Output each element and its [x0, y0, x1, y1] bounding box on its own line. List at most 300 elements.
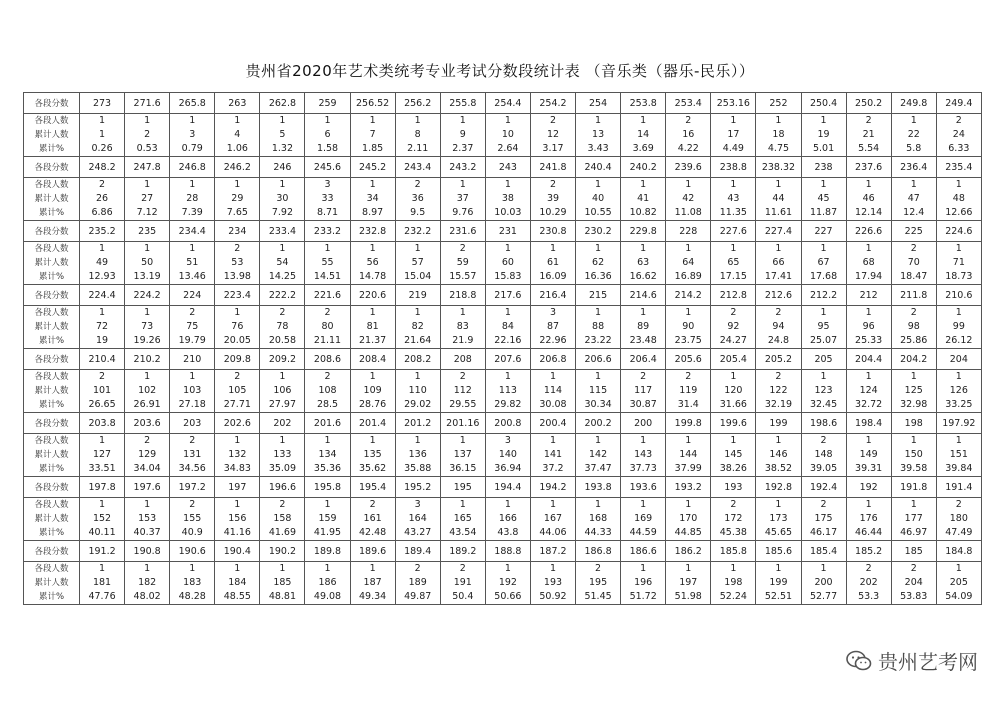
- percent-value: 25.33: [855, 335, 883, 346]
- percent-value: 37.2: [542, 463, 564, 474]
- cumulative-value: 5: [279, 129, 286, 140]
- score-cell: 206.6: [576, 349, 621, 370]
- score-cell: 209.8: [215, 349, 260, 370]
- cumulative-value: 181: [92, 577, 112, 588]
- count-value: 1: [865, 243, 872, 254]
- percent-value: 53.3: [858, 591, 880, 602]
- percent-value: 43.8: [497, 527, 519, 538]
- stat-cell: [936, 370, 981, 413]
- score-cell: 201.2: [395, 413, 440, 434]
- page-title: 贵州省2020年艺术类统考专业考试分数段统计表 （音乐类（器乐-民乐））: [245, 62, 755, 80]
- cumulative-value: 70: [907, 257, 920, 268]
- cumulative-value: 131: [183, 449, 202, 460]
- cumulative-value: 105: [228, 385, 247, 396]
- watermark: [846, 646, 978, 675]
- stat-cell: [170, 562, 215, 605]
- percent-value: 21.37: [359, 335, 387, 346]
- cumulative-value: 166: [498, 513, 517, 524]
- count-value: 3: [414, 499, 421, 510]
- score-cell: 246: [260, 157, 305, 178]
- count-value: 1: [595, 435, 602, 446]
- cumulative-value: 94: [772, 321, 785, 332]
- count-value: 1: [595, 179, 602, 190]
- stat-cell: [711, 114, 756, 157]
- percent-value: 35.09: [268, 463, 297, 474]
- count-value: 1: [640, 307, 647, 318]
- count-value: 1: [144, 115, 151, 126]
- cumulative-value: 43: [727, 193, 740, 204]
- cumulative-value: 161: [363, 513, 382, 524]
- stat-cell: [80, 178, 125, 221]
- count-value: 1: [775, 499, 782, 510]
- score-cell: 239.6: [666, 157, 711, 178]
- percent-value: 50.92: [539, 591, 567, 602]
- score-cell: 238.32: [756, 157, 801, 178]
- count-value: 1: [234, 179, 241, 190]
- data-row: [24, 178, 982, 221]
- stat-cell: [170, 498, 215, 541]
- label-cumulative: 累计人数: [34, 450, 69, 460]
- cumulative-value: 202: [859, 577, 878, 588]
- cumulative-value: 22: [907, 129, 920, 140]
- score-cell: 227: [801, 221, 846, 242]
- cumulative-value: 165: [453, 513, 472, 524]
- score-cell: 209.2: [260, 349, 305, 370]
- cumulative-value: 182: [138, 577, 157, 588]
- percent-value: 12.14: [855, 207, 883, 218]
- stat-cell: [801, 370, 846, 413]
- score-label: 各段分数: [24, 157, 80, 178]
- count-value: 2: [234, 371, 241, 382]
- data-labels: [24, 562, 80, 605]
- stat-cell: [936, 498, 981, 541]
- stat-cell: [440, 114, 485, 157]
- score-cell: 190.6: [170, 541, 215, 562]
- percent-value: 47.76: [88, 591, 116, 602]
- cumulative-value: 39: [546, 193, 560, 204]
- stat-cell: [80, 498, 125, 541]
- score-cell: 185.2: [846, 541, 891, 562]
- count-value: 1: [279, 435, 286, 446]
- count-value: 1: [955, 435, 962, 446]
- percent-value: 23.75: [674, 335, 702, 346]
- count-value: 2: [414, 179, 421, 190]
- stat-cell: [350, 306, 395, 349]
- cumulative-value: 18: [772, 129, 785, 140]
- count-value: 1: [504, 307, 511, 318]
- count-value: 1: [279, 563, 286, 574]
- cumulative-value: 122: [769, 385, 788, 396]
- count-value: 2: [820, 499, 827, 510]
- label-cumulative: 累计人数: [34, 322, 69, 332]
- percent-value: 33.25: [945, 399, 973, 410]
- stat-cell: [621, 370, 666, 413]
- stat-cell: [756, 306, 801, 349]
- cumulative-value: 71: [952, 257, 965, 268]
- watermark-text: 贵州艺考网: [878, 650, 978, 674]
- stat-cell: [80, 370, 125, 413]
- cumulative-value: 55: [321, 257, 334, 268]
- score-cell: 208.6: [305, 349, 350, 370]
- cumulative-value: 36: [411, 193, 424, 204]
- cumulative-value: 137: [453, 449, 472, 460]
- cumulative-value: 159: [318, 513, 337, 524]
- cumulative-value: 48: [952, 193, 965, 204]
- count-value: 2: [459, 371, 466, 382]
- cumulative-value: 134: [318, 449, 337, 460]
- score-cell: 185.6: [756, 541, 801, 562]
- cumulative-value: 21: [862, 129, 875, 140]
- cumulative-value: 144: [679, 449, 698, 460]
- stat-cell: [936, 434, 981, 477]
- stat-cell: [621, 562, 666, 605]
- count-value: 1: [685, 179, 692, 190]
- stat-cell: [125, 178, 170, 221]
- count-value: 1: [414, 435, 421, 446]
- percent-value: 37.99: [674, 463, 702, 474]
- cumulative-value: 57: [411, 257, 424, 268]
- count-value: 1: [640, 243, 647, 254]
- count-value: 1: [99, 563, 106, 574]
- count-value: 1: [865, 307, 872, 318]
- cumulative-value: 184: [228, 577, 247, 588]
- count-value: 1: [955, 307, 962, 318]
- stat-cell: [530, 242, 575, 285]
- stat-cell: [170, 178, 215, 221]
- score-row: [24, 221, 982, 242]
- percent-value: 3.43: [587, 143, 609, 154]
- count-value: 1: [144, 307, 151, 318]
- stat-cell: [395, 114, 440, 157]
- cumulative-value: 59: [456, 257, 469, 268]
- score-cell: 253.8: [621, 93, 666, 114]
- stat-cell: [530, 562, 575, 605]
- cumulative-value: 192: [498, 577, 517, 588]
- score-cell: 192: [846, 477, 891, 498]
- cumulative-value: 170: [679, 513, 698, 524]
- count-value: 1: [189, 243, 196, 254]
- percent-value: 17.15: [719, 271, 747, 282]
- stat-cell: [530, 370, 575, 413]
- stat-cell: [80, 562, 125, 605]
- cumulative-value: 140: [498, 449, 517, 460]
- score-row: [24, 413, 982, 434]
- percent-value: 9.76: [452, 207, 474, 218]
- count-value: 2: [595, 563, 602, 574]
- stat-cell: [576, 306, 621, 349]
- score-cell: 186.2: [666, 541, 711, 562]
- count-value: 1: [640, 563, 647, 574]
- cumulative-value: 63: [637, 257, 650, 268]
- stat-cell: [621, 434, 666, 477]
- score-cell: 229.8: [621, 221, 666, 242]
- data-row: [24, 242, 982, 285]
- cumulative-value: 158: [273, 513, 292, 524]
- count-value: 1: [504, 371, 511, 382]
- count-value: 2: [685, 371, 692, 382]
- stat-cell: [891, 498, 936, 541]
- cumulative-value: 193: [543, 577, 563, 588]
- percent-value: 25.86: [900, 335, 928, 346]
- score-cell: 210.6: [936, 285, 981, 306]
- percent-value: 30.08: [539, 399, 567, 410]
- cumulative-value: 81: [366, 321, 379, 332]
- score-cell: 197.6: [125, 477, 170, 498]
- percent-value: 40.11: [88, 527, 116, 538]
- percent-value: 51.72: [629, 591, 657, 602]
- stat-cell: [936, 306, 981, 349]
- count-value: 1: [279, 179, 286, 190]
- stat-cell: [936, 178, 981, 221]
- score-cell: 195: [440, 477, 485, 498]
- score-cell: 207.6: [485, 349, 530, 370]
- count-value: 2: [640, 371, 647, 382]
- count-value: 1: [459, 115, 466, 126]
- score-cell: 200.4: [530, 413, 575, 434]
- count-value: 1: [324, 499, 331, 510]
- count-value: 1: [279, 371, 286, 382]
- count-value: 1: [775, 115, 782, 126]
- score-row: [24, 93, 982, 114]
- percent-value: 21.11: [313, 335, 342, 346]
- score-cell: 253.4: [666, 93, 711, 114]
- cumulative-value: 72: [96, 321, 109, 332]
- score-label: 各段分数: [24, 349, 80, 370]
- score-cell: 206.4: [621, 349, 666, 370]
- count-value: 1: [369, 243, 376, 254]
- stat-cell: [936, 562, 981, 605]
- count-value: 1: [279, 115, 286, 126]
- cumulative-value: 60: [501, 257, 514, 268]
- count-value: 2: [685, 115, 692, 126]
- score-cell: 187.2: [530, 541, 575, 562]
- cumulative-value: 87: [546, 321, 560, 332]
- count-value: 1: [369, 307, 376, 318]
- percent-value: 4.75: [767, 143, 790, 154]
- percent-value: 36.15: [449, 463, 477, 474]
- cumulative-value: 126: [949, 385, 968, 396]
- count-value: 1: [414, 371, 421, 382]
- cumulative-value: 96: [862, 321, 875, 332]
- stat-cell: [756, 498, 801, 541]
- score-cell: 210.4: [80, 349, 125, 370]
- count-value: 2: [324, 371, 331, 382]
- percent-value: 10.03: [494, 207, 522, 218]
- count-value: 1: [775, 179, 782, 190]
- stat-cell: [170, 370, 215, 413]
- score-label: 各段分数: [24, 221, 80, 242]
- count-value: 2: [279, 499, 286, 510]
- count-value: 2: [549, 179, 556, 190]
- percent-value: 48.55: [223, 591, 251, 602]
- score-cell: 198.4: [846, 413, 891, 434]
- stat-cell: [891, 370, 936, 413]
- stat-cell: [125, 242, 170, 285]
- cumulative-value: 198: [724, 577, 743, 588]
- count-value: 2: [955, 115, 962, 126]
- stat-cell: [621, 114, 666, 157]
- score-cell: 235: [125, 221, 170, 242]
- score-cell: 262.8: [260, 93, 305, 114]
- count-value: 1: [910, 179, 917, 190]
- percent-value: 7.12: [136, 207, 158, 218]
- cumulative-value: 88: [592, 321, 605, 332]
- cumulative-value: 54: [276, 257, 289, 268]
- data-labels: [24, 306, 80, 349]
- stat-cell: [350, 114, 395, 157]
- stat-cell: [305, 114, 350, 157]
- stat-cell: [621, 242, 666, 285]
- cumulative-value: 164: [408, 513, 427, 524]
- stat-cell: [756, 178, 801, 221]
- count-value: 1: [910, 115, 917, 126]
- percent-value: 28.5: [316, 399, 339, 410]
- count-value: 3: [504, 435, 511, 446]
- cumulative-value: 9: [459, 129, 466, 140]
- count-value: 1: [595, 115, 602, 126]
- stat-cell: [305, 178, 350, 221]
- cumulative-value: 204: [904, 577, 923, 588]
- stat-cell: [711, 178, 756, 221]
- percent-value: 52.77: [809, 591, 838, 602]
- score-cell: 238.8: [711, 157, 756, 178]
- label-count: 各段人数: [34, 372, 69, 382]
- percent-value: 31.66: [719, 399, 747, 410]
- percent-value: 18.47: [900, 271, 928, 282]
- stat-cell: [485, 434, 530, 477]
- score-cell: 202: [260, 413, 305, 434]
- count-value: 1: [504, 179, 511, 190]
- stat-cell: [350, 562, 395, 605]
- cumulative-value: 2: [144, 129, 151, 140]
- score-row: [24, 541, 982, 562]
- percent-value: 40.37: [133, 527, 161, 538]
- count-value: 2: [459, 563, 466, 574]
- cumulative-value: 129: [138, 449, 157, 460]
- stat-cell: [576, 498, 621, 541]
- stat-cell: [621, 498, 666, 541]
- count-value: 1: [955, 371, 962, 382]
- stat-cell: [305, 306, 350, 349]
- cumulative-value: 7: [369, 129, 376, 140]
- count-value: 1: [640, 499, 647, 510]
- count-value: 1: [730, 563, 737, 574]
- cumulative-value: 10: [501, 129, 514, 140]
- count-value: 1: [595, 371, 602, 382]
- stat-cell: [215, 370, 260, 413]
- cumulative-value: 136: [408, 449, 427, 460]
- percent-value: 45.38: [719, 527, 747, 538]
- score-cell: 219: [395, 285, 440, 306]
- count-value: 2: [955, 499, 962, 510]
- score-cell: 185: [891, 541, 936, 562]
- percent-value: 42.48: [359, 527, 387, 538]
- percent-value: 31.4: [677, 399, 699, 410]
- count-value: 1: [549, 563, 556, 574]
- percent-value: 53.83: [900, 591, 928, 602]
- percent-value: 3.17: [542, 143, 564, 154]
- score-cell: 256.2: [395, 93, 440, 114]
- cumulative-value: 183: [183, 577, 202, 588]
- score-cell: 249.8: [891, 93, 936, 114]
- percent-value: 21.64: [404, 335, 432, 346]
- stat-cell: [395, 562, 440, 605]
- percent-value: 12.4: [903, 207, 925, 218]
- percent-value: 17.41: [764, 271, 793, 282]
- stat-cell: [801, 562, 846, 605]
- cumulative-value: 120: [724, 385, 743, 396]
- cumulative-value: 132: [228, 449, 247, 460]
- score-cell: 235.2: [80, 221, 125, 242]
- stat-cell: [260, 562, 305, 605]
- percent-value: 27.18: [178, 399, 206, 410]
- stat-cell: [260, 498, 305, 541]
- cumulative-value: 45: [817, 193, 830, 204]
- score-cell: 224.4: [80, 285, 125, 306]
- percent-value: 7.39: [181, 207, 203, 218]
- score-cell: 232.2: [395, 221, 440, 242]
- percent-value: 25.07: [809, 335, 838, 346]
- percent-value: 14.78: [359, 271, 387, 282]
- stat-cell: [801, 242, 846, 285]
- percent-value: 8.71: [316, 207, 339, 218]
- percent-value: 12.66: [945, 207, 973, 218]
- stat-cell: [170, 114, 215, 157]
- count-value: 1: [504, 499, 511, 510]
- cumulative-value: 80: [321, 321, 334, 332]
- stat-cell: [530, 306, 575, 349]
- cumulative-value: 51: [186, 257, 199, 268]
- stat-cell: [846, 306, 891, 349]
- count-value: 2: [820, 435, 827, 446]
- cumulative-value: 200: [814, 577, 833, 588]
- percent-value: 22.16: [494, 335, 522, 346]
- data-row: [24, 114, 982, 157]
- percent-value: 49.87: [404, 591, 432, 602]
- score-cell: 206.8: [530, 349, 575, 370]
- cumulative-value: 27: [141, 193, 154, 204]
- cumulative-value: 115: [589, 385, 608, 396]
- percent-value: 15.57: [449, 271, 477, 282]
- count-value: 1: [595, 307, 602, 318]
- cumulative-value: 53: [231, 257, 244, 268]
- stat-cell: [846, 370, 891, 413]
- percent-value: 2.64: [497, 143, 519, 154]
- score-cell: 197.2: [170, 477, 215, 498]
- score-cell: 230.8: [530, 221, 575, 242]
- stat-cell: [125, 562, 170, 605]
- percent-value: 27.97: [268, 399, 297, 410]
- score-table: [23, 92, 982, 605]
- score-cell: 198.6: [801, 413, 846, 434]
- count-value: 1: [775, 563, 782, 574]
- cumulative-value: 205: [949, 577, 968, 588]
- stat-cell: [485, 114, 530, 157]
- count-value: 1: [504, 563, 511, 574]
- score-cell: 255.8: [440, 93, 485, 114]
- label-cumulative: 累计人数: [34, 578, 69, 588]
- stat-cell: [576, 434, 621, 477]
- cumulative-value: 142: [589, 449, 608, 460]
- score-cell: 246.2: [215, 157, 260, 178]
- stat-cell: [80, 242, 125, 285]
- percent-value: 23.22: [584, 335, 612, 346]
- cumulative-value: 3: [189, 129, 196, 140]
- score-cell: 202.6: [215, 413, 260, 434]
- cumulative-value: 167: [543, 513, 563, 524]
- score-cell: 193.8: [576, 477, 621, 498]
- stat-cell: [891, 242, 936, 285]
